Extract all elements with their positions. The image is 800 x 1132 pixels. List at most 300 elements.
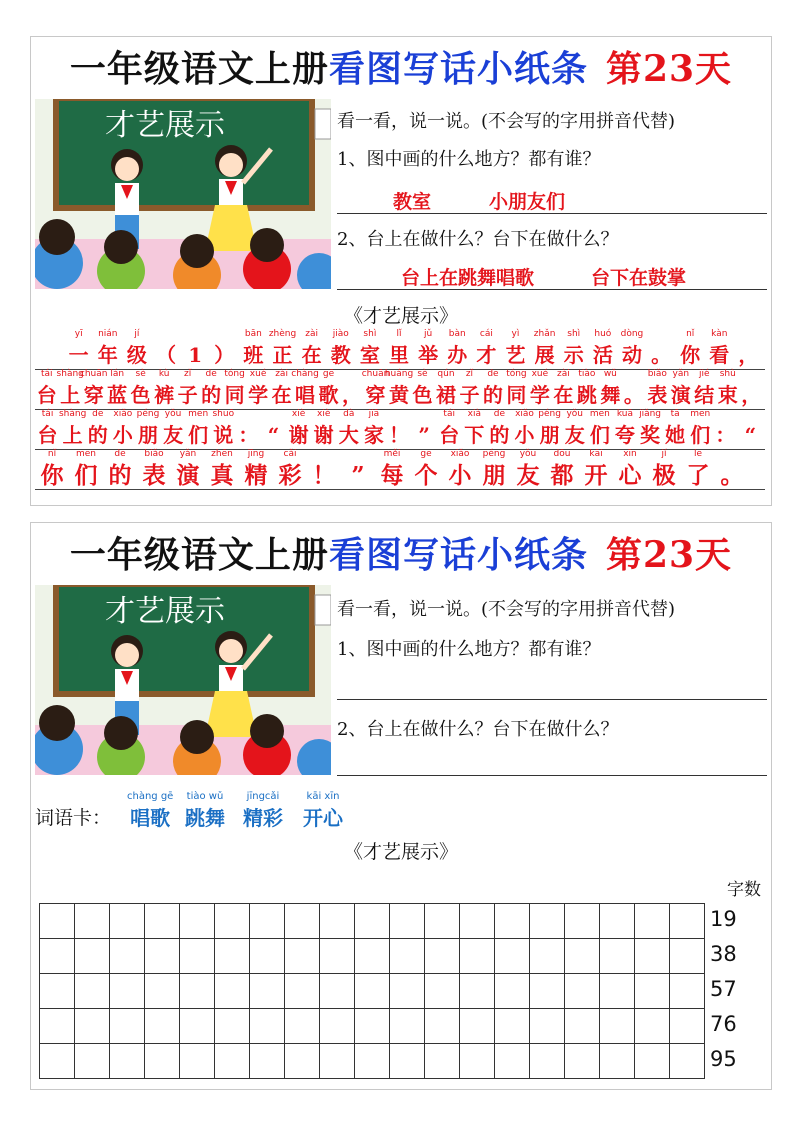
prompt-text: 看一看，说一说。(不会写的字用拼音代替) bbox=[337, 599, 676, 620]
char-pinyin: tái bbox=[443, 409, 455, 419]
grid-cell[interactable] bbox=[599, 1043, 635, 1079]
grid-cell[interactable] bbox=[109, 903, 145, 939]
grid-cell[interactable] bbox=[214, 938, 250, 974]
grid-cell[interactable] bbox=[424, 903, 460, 939]
grid-cell[interactable] bbox=[284, 973, 320, 1009]
classroom-illustration bbox=[35, 99, 331, 289]
char-pinyin: de bbox=[114, 449, 126, 459]
grid-cell[interactable] bbox=[634, 1008, 670, 1044]
char-pinyin: de bbox=[92, 409, 104, 419]
char-pinyin: yī bbox=[74, 329, 83, 339]
word-pinyin: kāi xīn bbox=[306, 791, 340, 802]
word-count-marker: 19 bbox=[710, 907, 737, 931]
essay-char bbox=[386, 409, 411, 449]
grid-cell[interactable] bbox=[74, 973, 110, 1009]
char-pinyin: shàng bbox=[58, 409, 87, 419]
char-hanzi: 动 bbox=[621, 343, 642, 367]
char-hanzi: 的 bbox=[482, 383, 503, 407]
grid-cell[interactable] bbox=[669, 973, 705, 1009]
char-pinyin: le bbox=[693, 449, 703, 459]
grid-cell[interactable] bbox=[179, 1043, 215, 1079]
char-pinyin: tiào bbox=[578, 369, 596, 379]
word-hanzi: 唱歌 bbox=[130, 806, 171, 830]
char-hanzi: 跳 bbox=[576, 383, 597, 407]
grid-cell[interactable] bbox=[564, 1008, 600, 1044]
char-pinyin: zài bbox=[305, 329, 319, 339]
grid-cell[interactable] bbox=[284, 903, 320, 939]
essay-char bbox=[688, 409, 713, 449]
char-hanzi: ” bbox=[351, 462, 365, 489]
grid-cell[interactable] bbox=[249, 1043, 285, 1079]
char-hanzi: 。 bbox=[623, 383, 644, 407]
char-hanzi: 举 bbox=[418, 343, 439, 367]
char-pinyin: sè bbox=[135, 369, 146, 379]
grid-cell[interactable] bbox=[39, 1008, 75, 1044]
grid-cell[interactable] bbox=[39, 1043, 75, 1079]
essay-char bbox=[151, 329, 180, 369]
char-hanzi: 心 bbox=[618, 462, 642, 489]
essay-char bbox=[181, 329, 210, 369]
char-hanzi: 才 bbox=[476, 343, 497, 367]
char-pinyin: yǒu bbox=[519, 449, 537, 459]
char-hanzi: 下 bbox=[464, 423, 485, 447]
char-pinyin: de bbox=[487, 369, 499, 379]
char-pinyin: men bbox=[188, 409, 209, 419]
essay-char bbox=[705, 329, 734, 369]
char-hanzi: ： bbox=[715, 423, 736, 447]
char-pinyin: de bbox=[205, 369, 217, 379]
grid-cell[interactable] bbox=[319, 1008, 355, 1044]
grid-cell[interactable] bbox=[529, 973, 565, 1009]
word-card-item bbox=[185, 791, 225, 831]
grid-cell[interactable] bbox=[599, 973, 635, 1009]
char-hanzi: ： bbox=[238, 423, 259, 447]
grid-cell[interactable] bbox=[179, 903, 215, 939]
grid-cell[interactable] bbox=[564, 1043, 600, 1079]
char-hanzi: 学 bbox=[529, 383, 550, 407]
char-hanzi: “ bbox=[744, 423, 757, 447]
essay-row bbox=[35, 329, 765, 370]
grid-cell[interactable] bbox=[564, 973, 600, 1009]
grid-cell[interactable] bbox=[494, 1043, 530, 1079]
char-hanzi: 说 bbox=[213, 423, 234, 447]
char-hanzi: 彩 bbox=[278, 462, 302, 489]
char-hanzi: 穿 bbox=[365, 383, 386, 407]
char-hanzi: 每 bbox=[380, 462, 404, 489]
char-hanzi: 示 bbox=[563, 343, 584, 367]
char-hanzi: 级 bbox=[126, 343, 147, 367]
char-pinyin: chàng bbox=[291, 369, 319, 379]
char-hanzi: 奖 bbox=[640, 423, 661, 447]
char-hanzi: 谢 bbox=[288, 423, 309, 447]
classroom-illustration bbox=[35, 585, 331, 775]
char-hanzi: 在 bbox=[553, 383, 574, 407]
char-hanzi: 们 bbox=[690, 423, 711, 447]
char-hanzi: 台 bbox=[439, 423, 460, 447]
char-hanzi: 1 bbox=[188, 343, 203, 367]
grid-cell[interactable] bbox=[179, 973, 215, 1009]
word-card-item bbox=[303, 791, 343, 831]
char-pinyin: jǔ bbox=[424, 329, 433, 339]
grid-cell[interactable] bbox=[319, 938, 355, 974]
grid-cell[interactable] bbox=[74, 1043, 110, 1079]
char-hanzi: 子 bbox=[459, 383, 480, 407]
grid-cell[interactable] bbox=[284, 938, 320, 974]
grid-cell[interactable] bbox=[109, 1008, 145, 1044]
char-hanzi: 歌 bbox=[318, 383, 339, 407]
answer-1-people: 小朋友们 bbox=[489, 191, 566, 213]
char-hanzi: 上 bbox=[60, 383, 81, 407]
title-day: 第23天 bbox=[605, 534, 733, 576]
grid-cell[interactable] bbox=[389, 903, 425, 939]
char-hanzi: 舞 bbox=[600, 383, 621, 407]
grid-cell[interactable] bbox=[144, 1043, 180, 1079]
grid-cell[interactable] bbox=[634, 938, 670, 974]
grid-cell[interactable] bbox=[424, 973, 460, 1009]
grid-cell[interactable] bbox=[599, 938, 635, 974]
char-hanzi: （ bbox=[156, 343, 177, 367]
char-hanzi: 表 bbox=[142, 462, 166, 489]
grid-cell[interactable] bbox=[634, 903, 670, 939]
char-hanzi: ， bbox=[738, 343, 759, 367]
grid-cell[interactable] bbox=[459, 973, 495, 1009]
grid-cell[interactable] bbox=[669, 1043, 705, 1079]
grid-cell[interactable] bbox=[389, 973, 425, 1009]
grid-cell[interactable] bbox=[529, 1008, 565, 1044]
question-2: 2、台上在做什么？台下在做什么？ bbox=[337, 229, 619, 250]
char-pinyin: zǐ bbox=[465, 369, 474, 379]
char-hanzi: 精 bbox=[244, 462, 268, 489]
char-pinyin: xiè bbox=[291, 409, 306, 419]
char-hanzi: 谢 bbox=[313, 423, 334, 447]
char-pinyin: shuō bbox=[212, 409, 235, 419]
char-hanzi: 们 bbox=[188, 423, 209, 447]
char-pinyin: cái bbox=[479, 329, 493, 339]
word-pinyin: jīngcǎi bbox=[246, 791, 280, 802]
char-pinyin: zhǎn bbox=[533, 329, 556, 339]
grid-cell[interactable] bbox=[249, 903, 285, 939]
char-hanzi: 的 bbox=[489, 423, 510, 447]
char-pinyin: men bbox=[690, 409, 711, 419]
char-hanzi: 同 bbox=[224, 383, 245, 407]
char-hanzi: 唱 bbox=[295, 383, 316, 407]
essay-char bbox=[738, 409, 763, 449]
word-pinyin: tiào wǔ bbox=[186, 791, 224, 802]
char-hanzi: ！ bbox=[312, 462, 336, 489]
char-pinyin: men bbox=[75, 449, 96, 459]
grid-cell[interactable] bbox=[529, 1043, 565, 1079]
grid-cell[interactable] bbox=[564, 903, 600, 939]
char-pinyin: zhēn bbox=[211, 449, 233, 459]
char-pinyin: měi bbox=[383, 449, 401, 459]
title-grade: 一年级语文上册 bbox=[69, 48, 329, 90]
grid-cell[interactable] bbox=[144, 1008, 180, 1044]
grid-cell[interactable] bbox=[424, 1043, 460, 1079]
char-pinyin: lǐ bbox=[396, 329, 402, 339]
char-hanzi: 穿 bbox=[83, 383, 104, 407]
char-pinyin: huó bbox=[594, 329, 612, 339]
grid-cell[interactable] bbox=[634, 973, 670, 1009]
char-hanzi: 你 bbox=[680, 343, 701, 367]
grid-cell[interactable] bbox=[284, 1043, 320, 1079]
grid-cell[interactable] bbox=[354, 1043, 390, 1079]
grid-cell[interactable] bbox=[39, 903, 75, 939]
char-pinyin: xiè bbox=[317, 409, 331, 419]
char-hanzi: 她 bbox=[665, 423, 686, 447]
grid-cell[interactable] bbox=[669, 903, 705, 939]
char-hanzi: 友 bbox=[516, 462, 540, 489]
char-hanzi: 都 bbox=[550, 462, 574, 489]
answer-line-2 bbox=[337, 289, 767, 290]
word-card-item bbox=[243, 791, 283, 831]
grid-cell[interactable] bbox=[214, 1008, 250, 1044]
char-hanzi: 裤 bbox=[154, 383, 175, 407]
essay-char bbox=[617, 329, 646, 369]
card-title bbox=[31, 41, 771, 92]
grid-cell[interactable] bbox=[599, 903, 635, 939]
word-count-marker: 95 bbox=[710, 1047, 737, 1071]
char-pinyin: lán bbox=[110, 369, 125, 379]
grid-cell[interactable] bbox=[144, 903, 180, 939]
grid-cell[interactable] bbox=[459, 938, 495, 974]
grid-cell[interactable] bbox=[109, 1043, 145, 1079]
char-pinyin: wǔ bbox=[603, 369, 617, 379]
char-hanzi: 友 bbox=[564, 423, 585, 447]
char-pinyin: jí bbox=[661, 449, 667, 459]
char-hanzi: 大 bbox=[338, 423, 359, 447]
char-hanzi: 展 bbox=[534, 343, 555, 367]
char-hanzi: 台 bbox=[36, 383, 57, 407]
grid-cell[interactable] bbox=[389, 938, 425, 974]
grid-cell[interactable] bbox=[214, 903, 250, 939]
char-hanzi: 年 bbox=[97, 343, 118, 367]
char-hanzi: ） bbox=[214, 343, 235, 367]
grid-cell[interactable] bbox=[529, 903, 565, 939]
essay-char bbox=[715, 449, 749, 489]
char-pinyin: jí bbox=[134, 329, 140, 339]
char-hanzi: 裙 bbox=[435, 383, 456, 407]
char-pinyin: jié bbox=[699, 369, 710, 379]
grid-cell[interactable] bbox=[354, 938, 390, 974]
grid-cell[interactable] bbox=[74, 938, 110, 974]
grid-cell[interactable] bbox=[529, 938, 565, 974]
char-hanzi: 了 bbox=[686, 462, 710, 489]
char-pinyin: dà bbox=[343, 409, 355, 419]
grid-cell[interactable] bbox=[669, 938, 705, 974]
char-hanzi: 。 bbox=[651, 343, 672, 367]
answer-line-2[interactable] bbox=[337, 775, 767, 776]
grid-cell[interactable] bbox=[354, 903, 390, 939]
char-pinyin: jīng bbox=[247, 449, 265, 459]
grid-cell[interactable] bbox=[424, 1008, 460, 1044]
char-hanzi: 看 bbox=[709, 343, 730, 367]
char-hanzi: 班 bbox=[243, 343, 264, 367]
grid-cell[interactable] bbox=[319, 1043, 355, 1079]
grid-cell[interactable] bbox=[39, 973, 75, 1009]
char-hanzi: 蓝 bbox=[107, 383, 128, 407]
char-hanzi: 子 bbox=[177, 383, 198, 407]
grid-cell[interactable] bbox=[494, 938, 530, 974]
grid-cell[interactable] bbox=[74, 1008, 110, 1044]
grid-cell[interactable] bbox=[319, 973, 355, 1009]
grid-cell[interactable] bbox=[669, 1008, 705, 1044]
essay-char bbox=[307, 449, 341, 489]
char-hanzi: 台 bbox=[37, 423, 58, 447]
answer-line-1 bbox=[337, 213, 767, 214]
worksheet-card-answered bbox=[30, 36, 772, 506]
char-pinyin: tā bbox=[670, 409, 680, 419]
char-hanzi: 黄 bbox=[388, 383, 409, 407]
char-pinyin: biǎo bbox=[144, 449, 164, 459]
question-1: 1、图中画的什么地方？都有谁？ bbox=[337, 149, 601, 170]
grid-cell[interactable] bbox=[319, 903, 355, 939]
char-hanzi: ， bbox=[342, 383, 363, 407]
char-pinyin: bàn bbox=[448, 329, 466, 339]
char-hanzi: 演 bbox=[670, 383, 691, 407]
char-pinyin: gē bbox=[322, 369, 335, 379]
grid-cell[interactable] bbox=[74, 903, 110, 939]
essay-char bbox=[211, 409, 236, 449]
char-hanzi: 室 bbox=[359, 343, 380, 367]
char-pinyin: zài bbox=[557, 369, 570, 379]
grid-cell[interactable] bbox=[599, 1008, 635, 1044]
char-pinyin: kàn bbox=[711, 329, 728, 339]
char-pinyin: yì bbox=[511, 329, 520, 339]
grid-cell[interactable] bbox=[459, 1008, 495, 1044]
grid-cell[interactable] bbox=[634, 1043, 670, 1079]
char-hanzi: ！ bbox=[388, 423, 409, 447]
grid-cell[interactable] bbox=[284, 1008, 320, 1044]
char-hanzi: 在 bbox=[301, 343, 322, 367]
char-pinyin: xià bbox=[467, 409, 481, 419]
char-pinyin: xiǎo bbox=[450, 449, 470, 459]
char-hanzi: 学 bbox=[248, 383, 269, 407]
title-topic: 看图写话小纸条 bbox=[328, 534, 588, 576]
grid-cell[interactable] bbox=[389, 1008, 425, 1044]
grid-cell[interactable] bbox=[459, 1043, 495, 1079]
char-hanzi: 朋 bbox=[539, 423, 560, 447]
char-hanzi: 。 bbox=[720, 462, 744, 489]
char-hanzi: 的 bbox=[87, 423, 108, 447]
char-pinyin: jiā bbox=[368, 409, 380, 419]
grid-cell[interactable] bbox=[214, 1043, 250, 1079]
grid-cell[interactable] bbox=[564, 938, 600, 974]
word-hanzi: 精彩 bbox=[243, 806, 283, 830]
worksheet-card-blank bbox=[30, 522, 772, 1090]
char-pinyin: yǒu bbox=[566, 409, 583, 419]
grid-cell[interactable] bbox=[354, 973, 390, 1009]
char-pinyin: jiǎng bbox=[639, 409, 661, 419]
char-hanzi: 色 bbox=[412, 383, 433, 407]
char-hanzi: 们 bbox=[589, 423, 610, 447]
char-pinyin: nián bbox=[98, 329, 118, 339]
char-hanzi: “ bbox=[267, 423, 280, 447]
char-hanzi: 夸 bbox=[614, 423, 635, 447]
char-hanzi: 色 bbox=[130, 383, 151, 407]
grid-cell[interactable] bbox=[249, 973, 285, 1009]
char-hanzi: 小 bbox=[514, 423, 535, 447]
char-hanzi: 真 bbox=[210, 462, 234, 489]
answer-2-audience: 台下在鼓掌 bbox=[591, 267, 687, 289]
prompt-text: 看一看，说一说。(不会写的字用拼音代替) bbox=[337, 111, 676, 132]
char-hanzi: 教 bbox=[330, 343, 351, 367]
grid-cell[interactable] bbox=[494, 973, 530, 1009]
char-pinyin: ge bbox=[420, 449, 432, 459]
char-hanzi: 上 bbox=[62, 423, 83, 447]
word-count-marker: 38 bbox=[710, 942, 737, 966]
char-pinyin: tóng bbox=[506, 369, 527, 379]
char-hanzi: 极 bbox=[652, 462, 676, 489]
grid-cell[interactable] bbox=[179, 1008, 215, 1044]
grid-cell[interactable] bbox=[109, 973, 145, 1009]
char-hanzi: 朋 bbox=[137, 423, 158, 447]
essay-char bbox=[716, 369, 739, 409]
char-pinyin: shì bbox=[363, 329, 377, 339]
char-hanzi: 的 bbox=[108, 462, 132, 489]
char-pinyin: men bbox=[589, 409, 610, 419]
grid-cell[interactable] bbox=[144, 938, 180, 974]
char-hanzi: 个 bbox=[414, 462, 438, 489]
char-pinyin: xiǎo bbox=[113, 409, 133, 419]
grid-cell[interactable] bbox=[109, 938, 145, 974]
grid-cell[interactable] bbox=[494, 903, 530, 939]
word-pinyin: chàng gē bbox=[127, 791, 174, 802]
essay-char bbox=[681, 449, 715, 489]
grid-cell[interactable] bbox=[249, 938, 285, 974]
grid-cell[interactable] bbox=[459, 903, 495, 939]
essay-row bbox=[35, 409, 765, 450]
char-pinyin: dòng bbox=[620, 329, 644, 339]
char-pinyin: tóng bbox=[224, 369, 245, 379]
grid-cell[interactable] bbox=[389, 1043, 425, 1079]
title-day: 第23天 bbox=[605, 48, 733, 90]
grid-cell[interactable] bbox=[144, 973, 180, 1009]
char-hanzi: 一 bbox=[68, 343, 89, 367]
grid-cell[interactable] bbox=[354, 1008, 390, 1044]
char-pinyin: dōu bbox=[553, 449, 571, 459]
char-pinyin: xué bbox=[249, 369, 267, 379]
char-pinyin: de bbox=[493, 409, 506, 419]
char-pinyin: shù bbox=[719, 369, 736, 379]
word-hanzi: 跳舞 bbox=[185, 806, 225, 830]
grid-cell[interactable] bbox=[39, 938, 75, 974]
essay-char bbox=[317, 369, 340, 409]
char-hanzi: ” bbox=[418, 423, 430, 447]
essay-title: 《才艺展示》 bbox=[343, 841, 458, 863]
grid-cell[interactable] bbox=[214, 973, 250, 1009]
char-pinyin: kù bbox=[158, 369, 170, 379]
char-pinyin: nǐ bbox=[47, 449, 57, 459]
char-hanzi: 小 bbox=[112, 423, 133, 447]
essay-char bbox=[273, 449, 307, 489]
char-hanzi: 束 bbox=[717, 383, 738, 407]
char-pinyin: chuān bbox=[361, 369, 390, 379]
board-text: 才艺展示 bbox=[105, 108, 225, 143]
essay-char bbox=[713, 409, 738, 449]
title-topic: 看图写话小纸条 bbox=[328, 48, 588, 90]
essay-char bbox=[734, 329, 763, 369]
grid-cell[interactable] bbox=[424, 938, 460, 974]
answer-line-1[interactable] bbox=[337, 699, 767, 700]
grid-cell[interactable] bbox=[179, 938, 215, 974]
char-pinyin: zǐ bbox=[184, 369, 192, 379]
essay-char bbox=[236, 409, 261, 449]
char-pinyin: xīn bbox=[623, 449, 637, 459]
answer-2-stage: 台上在跳舞唱歌 bbox=[401, 267, 535, 289]
grid-cell[interactable] bbox=[494, 1008, 530, 1044]
grid-cell[interactable] bbox=[249, 1008, 285, 1044]
answer-1-place: 教室 bbox=[393, 191, 432, 213]
